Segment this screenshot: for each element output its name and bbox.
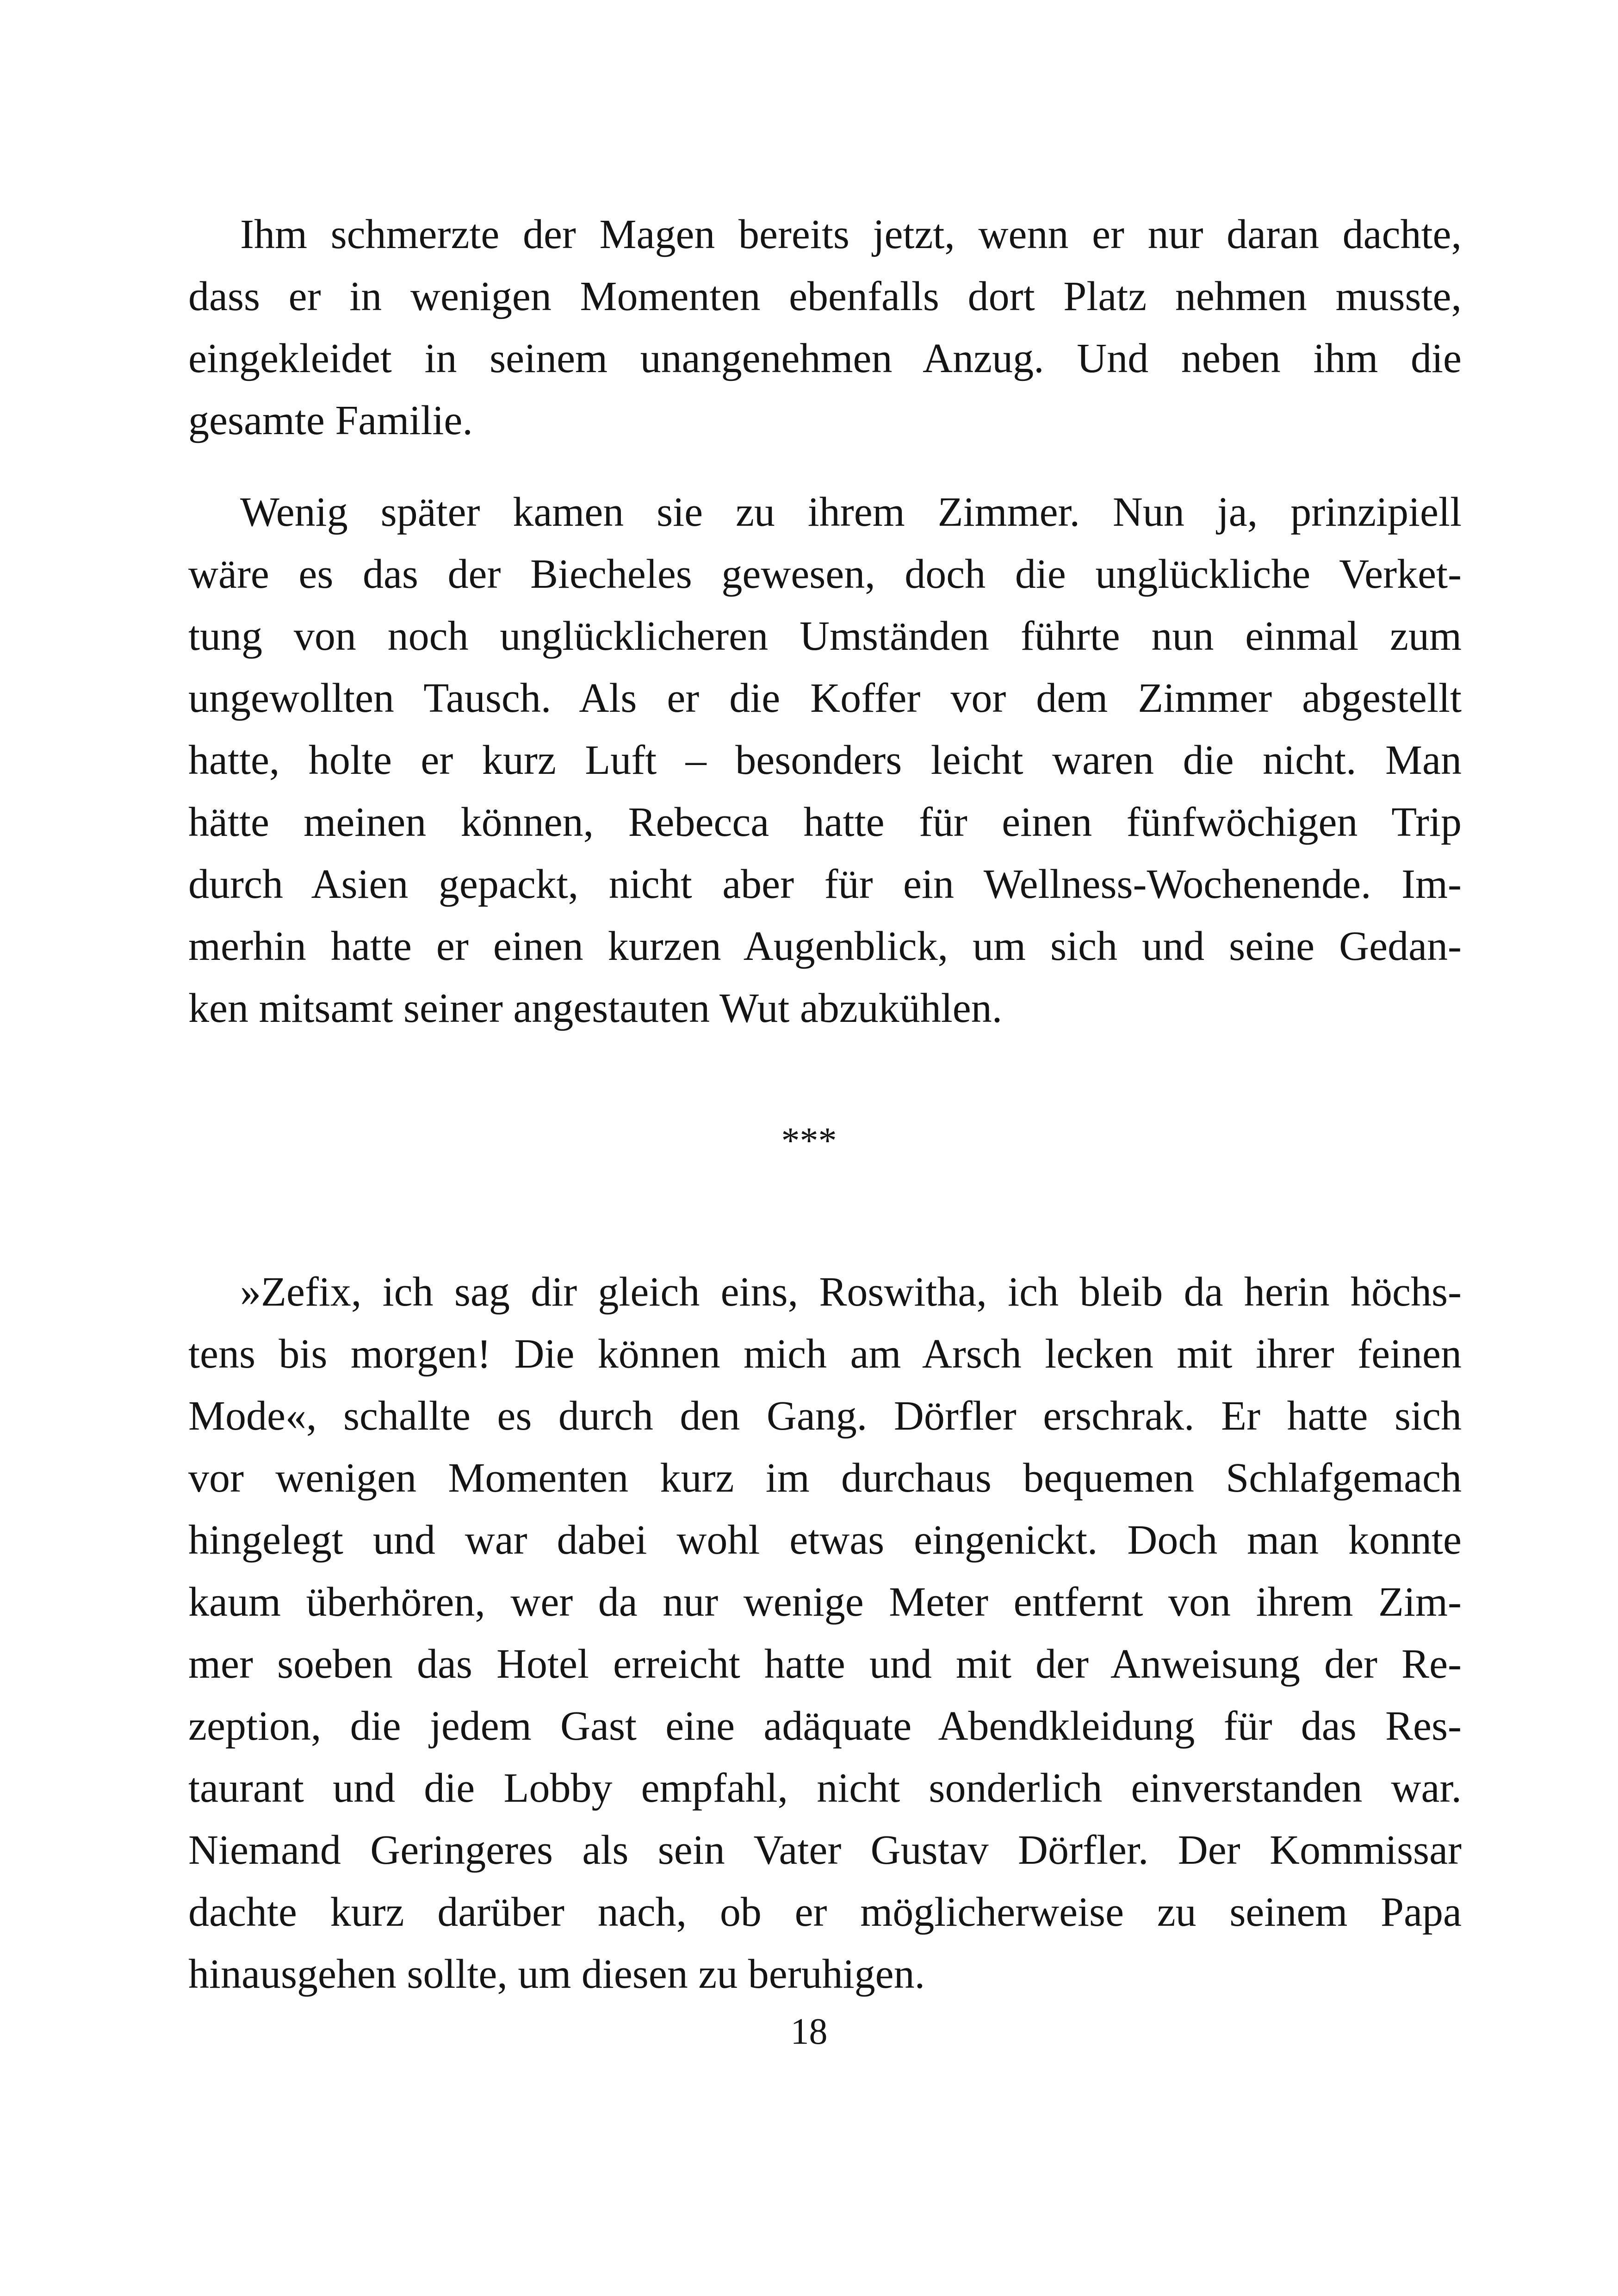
- text-line: dass er in wenigen Momenten ebenfalls dort Platz nehmen musste,: [188, 274, 1462, 319]
- text-line: hätte meinen können, Rebecca hatte für einen fünfwöchigen Trip: [188, 799, 1462, 845]
- section-separator: ***: [781, 1120, 837, 1161]
- text-line: vor wenigen Momenten kurz im durchaus bequemen Schlafgemach: [188, 1455, 1462, 1501]
- text-line: Ihm schmerzte der Magen bereits jetzt, wenn er nur daran dachte,: [240, 212, 1462, 257]
- text-line: »Zefix, ich sag dir gleich eins, Roswitha, ich bleib da herin höchs-: [240, 1269, 1462, 1315]
- text-line: taurant und die Lobby empfahl, nicht sonderlich einverstanden war.: [188, 1765, 1462, 1811]
- text-line: durch Asien gepackt, nicht aber für ein Wellness-Wochenende. Im-: [188, 861, 1462, 907]
- text-line: wäre es das der Biecheles gewesen, doch die unglückliche Verket-: [188, 551, 1462, 597]
- text-line: Mode«, schallte es durch den Gang. Dörfler erschrak. Er hatte sich: [188, 1393, 1462, 1439]
- text-line: hingelegt und war dabei wohl etwas eingenickt. Doch man konnte: [188, 1517, 1462, 1563]
- text-line: Wenig später kamen sie zu ihrem Zimmer. Nun ja, prinzipiell: [240, 489, 1462, 535]
- paragraph-1: [188, 204, 1462, 452]
- text-line: kaum überhören, wer da nur wenige Meter entfernt von ihrem Zim-: [188, 1579, 1462, 1625]
- text-line: tung von noch unglücklicheren Umständen führte nun einmal zum: [188, 613, 1462, 659]
- text-line: gesamte Familie.: [188, 398, 473, 443]
- paragraph-3: [188, 1261, 1462, 2005]
- text-line: hinausgehen sollte, um diesen zu beruhigen.: [188, 1951, 925, 1997]
- text-line: mer soeben das Hotel erreicht hatte und mit der Anweisung der Re-: [188, 1641, 1462, 1687]
- text-line: tens bis morgen! Die können mich am Arsch lecken mit ihrer feinen: [188, 1331, 1462, 1377]
- text-line: merhin hatte er einen kurzen Augenblick, um sich und seine Gedan-: [188, 923, 1462, 969]
- paragraph-2: [188, 481, 1462, 1039]
- text-line: zeption, die jedem Gast eine adäquate Abendkleidung für das Res-: [188, 1703, 1462, 1749]
- text-line: eingekleidet in seinem unangenehmen Anzug. Und neben ihm die: [188, 336, 1462, 381]
- text-line: hatte, holte er kurz Luft – besonders leicht waren die nicht. Man: [188, 737, 1462, 783]
- text-line: ungewollten Tausch. Als er die Koffer vor dem Zimmer abgestellt: [188, 675, 1462, 721]
- text-line: dachte kurz darüber nach, ob er möglicherweise zu seinem Papa: [188, 1889, 1462, 1935]
- text-line: ken mitsamt seiner angestauten Wut abzukühlen.: [188, 985, 1003, 1031]
- page-number: 18: [790, 2011, 828, 2052]
- text-line: Niemand Geringeres als sein Vater Gustav Dörfler. Der Kommissar: [188, 1827, 1462, 1873]
